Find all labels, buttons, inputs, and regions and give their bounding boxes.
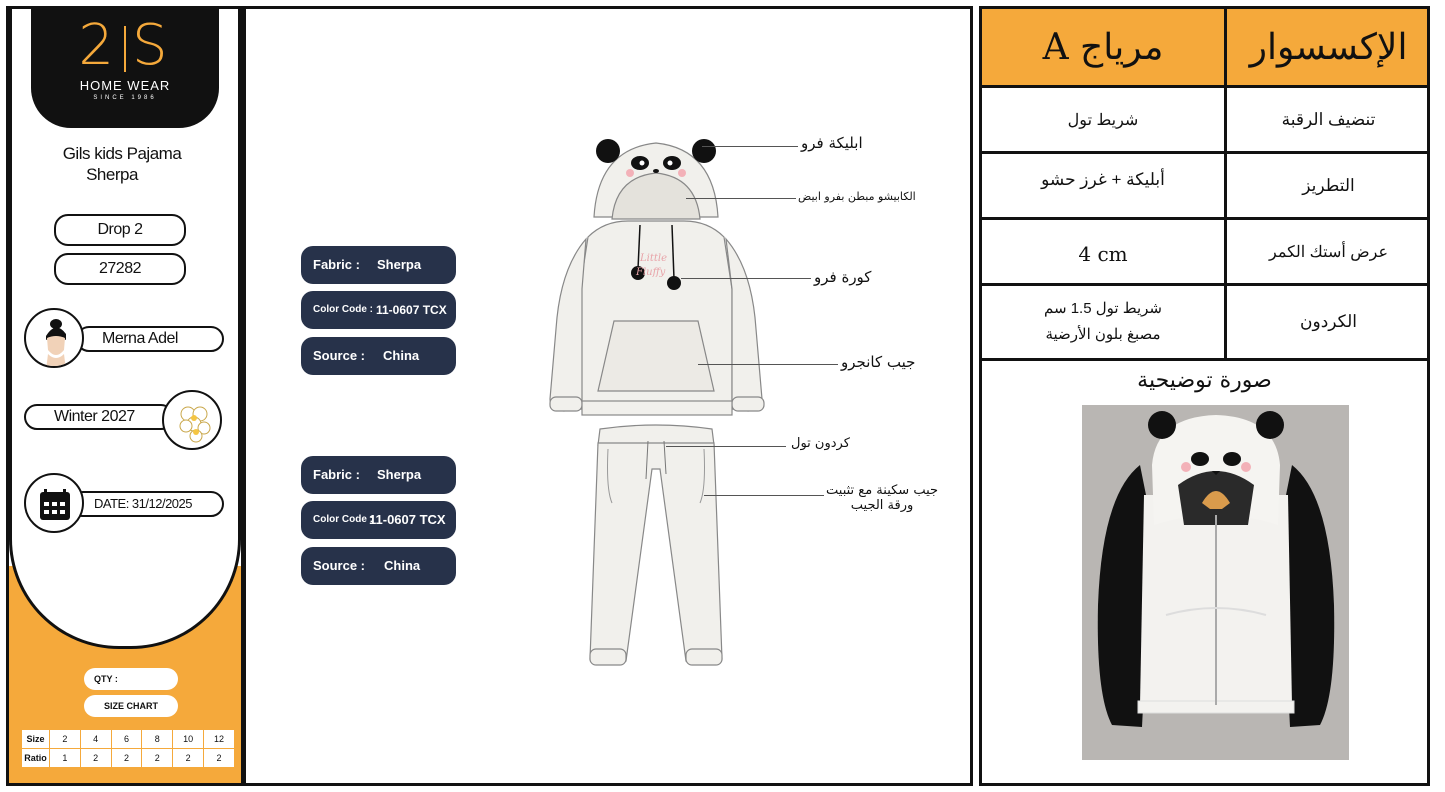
size-chart-label: SIZE CHART (84, 695, 178, 717)
top-fabric-tag: Fabric : Sherpa (301, 246, 456, 284)
product-name: Gils kids Pajama Sherpa (62, 144, 182, 184)
brand-logo: 2 S HOME WEAR SINCE 1986 (31, 6, 219, 128)
bottom-source-tag: Source : China (301, 547, 456, 585)
date-field: DATE: 31/12/2025 (70, 491, 224, 517)
qty-field[interactable]: QTY : (84, 668, 178, 690)
size-ratio-table (21, 729, 235, 768)
accessory-spec-panel (979, 6, 1430, 786)
size-row: Size 2 4 6 8 10 12 (22, 730, 235, 749)
spec-row-embroidery: أبليكة + غرز حشو التطريز (982, 154, 1427, 220)
flower-icon (162, 390, 222, 450)
spec-header-row (982, 9, 1427, 88)
drop-field: Drop 2 (54, 214, 186, 246)
bottom-color-tag: Color Code : 11-0607 TCX (301, 501, 456, 539)
annotation-side-pocket: جيب سكينة مع تثبيت ورقة الجيب (826, 483, 939, 513)
annotation-hood: الكابيشو مبطن بفرو ابيض (798, 190, 916, 203)
garment-sketch (536, 129, 776, 689)
annotation-pocket: جيب كانجرو (841, 353, 916, 371)
header-value: مرياج A (982, 9, 1227, 85)
calendar-icon (24, 473, 84, 533)
annotation-pompom: كورة فرو (814, 268, 872, 286)
spec-row-waistband: 4 cm عرض أستك الكمر (982, 220, 1427, 286)
annotation-drawcord: كردون تول (791, 436, 850, 451)
reference-photo-title: صورة توضيحية (1137, 368, 1272, 393)
reference-photo (1082, 405, 1349, 760)
left-sidebar (6, 6, 244, 786)
technical-sketch-panel (243, 6, 973, 786)
svg-text:Fluffy: Fluffy (636, 267, 666, 278)
style-code-field: 27282 (54, 253, 186, 285)
top-source-tag: Source : China (301, 337, 456, 375)
svg-text:Little: Little (640, 253, 667, 264)
spec-row-drawcord: شريط تول 1.5 سم مصبغ بلون الأرضية الكردون (982, 286, 1427, 361)
season-field: Winter 2027 (24, 404, 174, 430)
bottom-fabric-tag: Fabric : Sherpa (301, 456, 456, 494)
brand-since: SINCE 1986 (93, 95, 157, 101)
header-accessory: الإكسسوار (1249, 26, 1408, 68)
top-color-tag: Color Code : 11-0607 TCX (301, 291, 456, 329)
designer-avatar-icon (24, 308, 84, 368)
designer-field: Merna Adel (76, 326, 224, 352)
ratio-row: Ratio 1 2 2 2 2 2 (22, 749, 235, 768)
brand-name: HOME WEAR (79, 78, 171, 93)
annotation-ears: ابليكة فرو (801, 134, 863, 152)
spec-row-neck: شريط تول تنضيف الرقبة (982, 88, 1427, 154)
